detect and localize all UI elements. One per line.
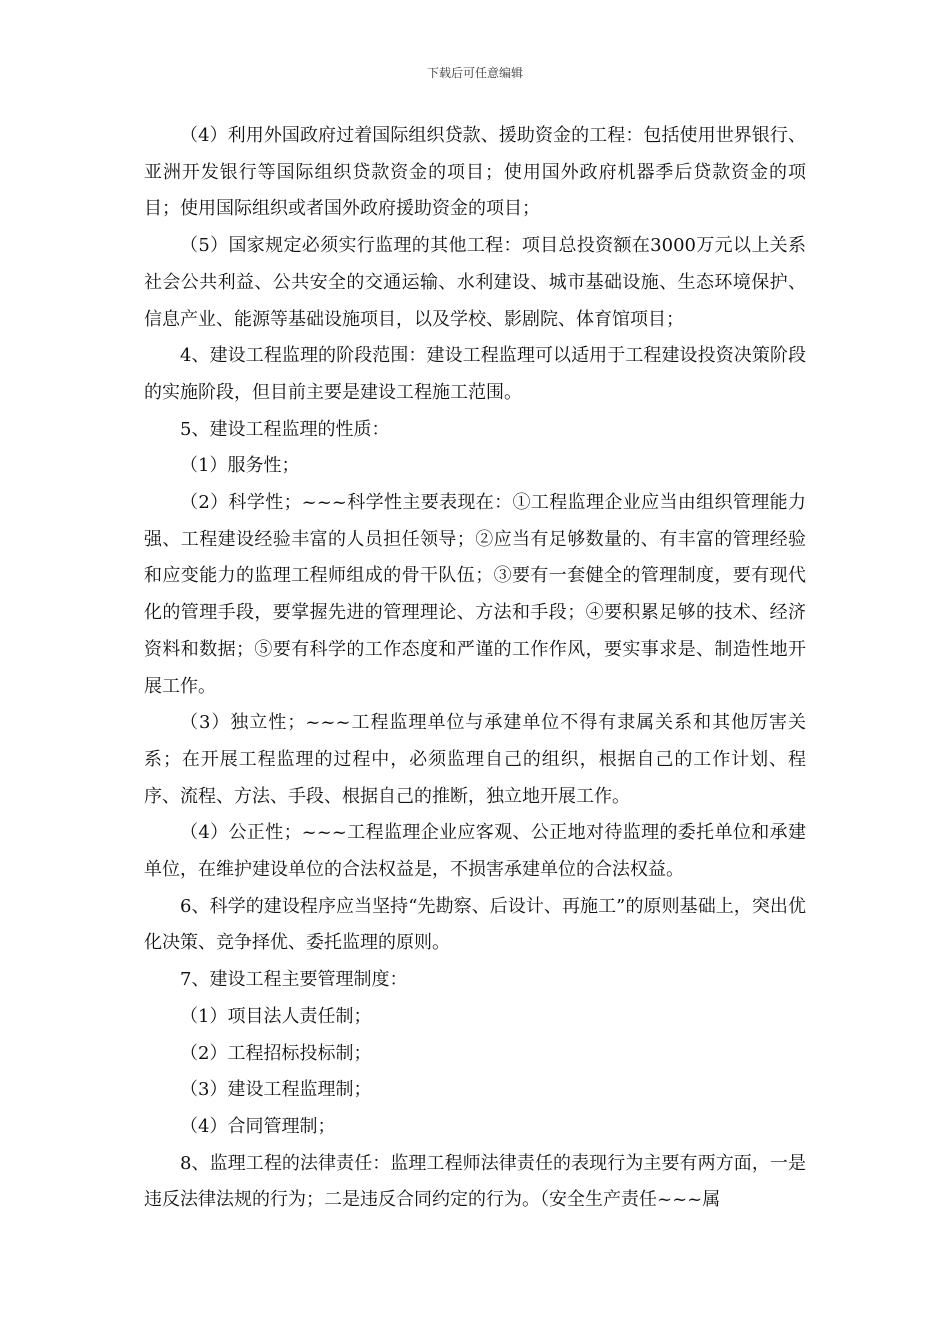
paragraph: （5）国家规定必须实行监理的其他工程：项目总投资额在3000万元以上关系社会公共利益、公共安全的交通运输、水利建设、城市基础设施、生态环境保护、信息产业、能源等基础设施项目，以及学校、影剧院、体育馆项目；: [144, 235, 806, 330]
page-header: 下载后可任意编辑: [426, 66, 523, 80]
paragraph: （4）合同管理制；: [180, 1115, 336, 1137]
paragraph: （2）工程招标投标制；: [180, 1042, 372, 1064]
paragraph: 6、科学的建设程序应当坚持“先勘察、后设计、再施工”的原则基础上，突出优化决策、竞争择优、委托监理的原则。: [144, 895, 806, 954]
paragraph: （3）建设工程监理制；: [180, 1079, 372, 1101]
paragraph: 4、建设工程监理的阶段范围：建设工程监理可以适用于工程建设投资决策阶段的实施阶段，但目前主要是建设工程施工范围。: [144, 345, 806, 403]
paragraph: 5、建设工程监理的性质：: [180, 418, 390, 440]
paragraph: （3）独立性；~~~工程监理单位与承建单位不得有隶属关系和其他厉害关系；在开展工程监理的过程中，必须监理自己的组织，根据自己的工作计划、程序、流程、方法、手段、根据自己的推断，独立地开展工作。: [144, 712, 806, 807]
paragraph: （4）利用外国政府过着国际组织贷款、援助资金的工程：包括使用世界银行、亚洲开发银行等国际组织贷款资金的项目；使用国外政府机器季后贷款资金的项目；使用国际组织或者国外政府援助资金的项目；: [144, 125, 806, 220]
paragraph: （2）科学性；~~~科学性主要表现在：①工程监理企业应当由组织管理能力强、工程建设经验丰富的人员担任领导；②应当有足够数量的、有丰富的管理经验和应变能力的监理工程师组成的骨干队伍；③要有一套健全的管理制度，要有现代化的管理手段，要掌握先进的管理理论、方法和手段；④要积累足够的技术、经济资料和数据；⑤要有科学的工作态度和严谨的工作作风，要实事求是、制造性地开展工作。: [144, 492, 806, 697]
paragraph: 8、监理工程的法律责任：监理工程师法律责任的表现行为主要有两方面，一是违反法律法规的行为；二是违反合同约定的行为。（安全生产责任~~~属: [144, 1152, 806, 1211]
paragraph: （1）服务性；: [180, 455, 300, 477]
paragraph: （4）公正性；~~~工程监理企业应客观、公正地对待监理的委托单位和承建单位，在维护建设单位的合法权益是，不损害承建单位的合法权益。: [144, 822, 806, 881]
document-body: [144, 118, 806, 1219]
paragraph: （1）项目法人责任制；: [180, 1005, 372, 1027]
paragraph: 7、建设工程主要管理制度：: [180, 969, 408, 991]
